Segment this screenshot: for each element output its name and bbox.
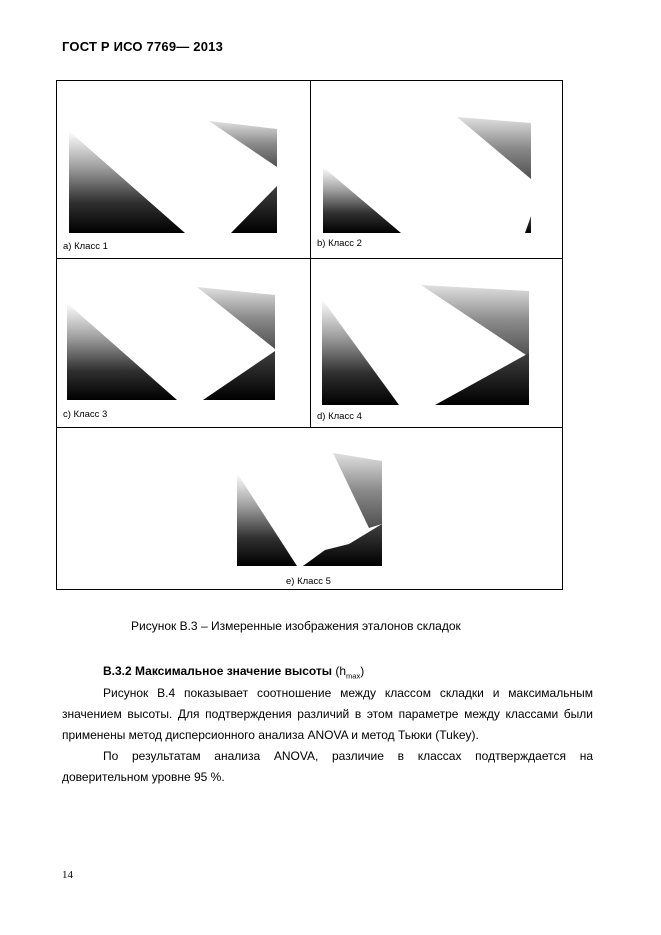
fold-image-class-5 xyxy=(57,428,562,589)
panel-class-5 xyxy=(57,428,562,589)
paragraph-1 xyxy=(62,683,593,746)
paragraph-2-text: По результатам анализа ANOVA, различие в классах подтверждается на доверительном уровне 95 %. xyxy=(62,749,593,784)
panel-caption: d) Класс 4 xyxy=(317,411,362,422)
panel-class-3 xyxy=(57,259,310,427)
symbol-h-max: $(h_{max})$ xyxy=(335,664,365,681)
panel-caption: а) Класс 1 xyxy=(63,241,108,252)
panel-class-4 xyxy=(311,259,562,427)
fold-image-class-4 xyxy=(311,259,562,427)
panel-caption: b) Класс 2 xyxy=(317,238,362,249)
fold-image-class-3 xyxy=(57,259,310,427)
panel-caption: е) Класс 5 xyxy=(286,576,331,587)
paragraph-1-text: Рисунок В.4 показывает соотношение между классом складки и максимальным значением высоты. Для подтверждения различий в этом параметре между классами были применены метод дисперсионного анализа ANOVA и метод Тьюки (Tukey). xyxy=(62,686,593,742)
panel-caption: с) Класс 3 xyxy=(63,409,108,420)
fold-image-class-2 xyxy=(311,81,562,258)
panel-class-1 xyxy=(57,81,310,258)
document-header: ГОСТ Р ИСО 7769— 2013 xyxy=(62,39,223,54)
paragraph-2 xyxy=(62,746,593,788)
section-heading xyxy=(103,664,364,680)
page-number: 14 xyxy=(62,869,73,881)
figure-caption: Рисунок В.3 – Измеренные изображения эталонов складок xyxy=(131,619,461,633)
fold-image-class-1 xyxy=(57,81,310,258)
section-title: В.3.2 Максимальное значение высоты xyxy=(103,664,333,678)
figure-b3 xyxy=(56,80,563,590)
panel-class-2 xyxy=(311,81,562,258)
